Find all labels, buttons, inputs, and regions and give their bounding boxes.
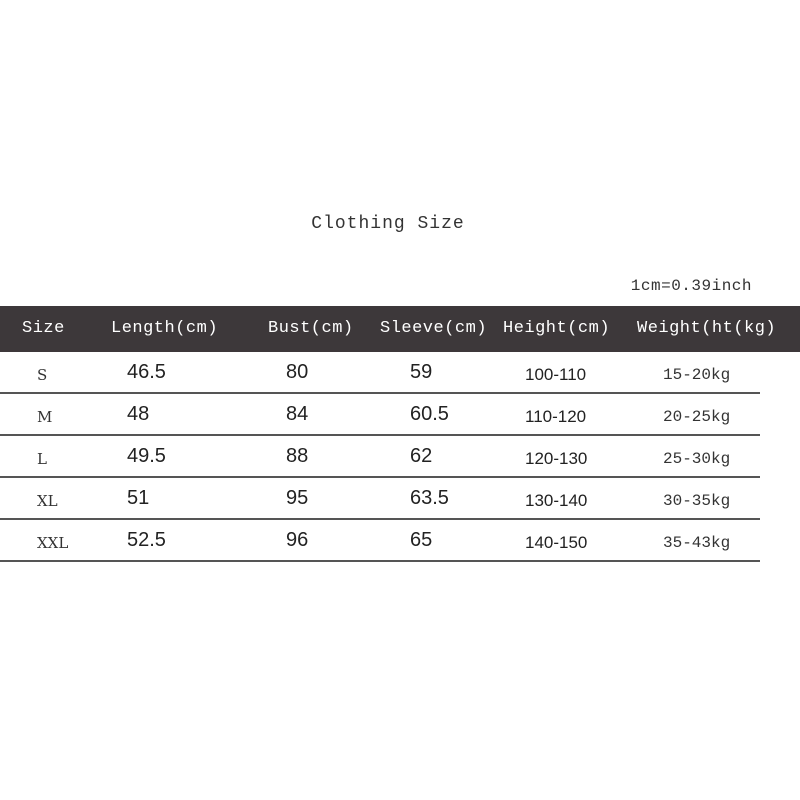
cell-bust: 84 [286,403,309,425]
table-row [0,520,760,562]
cell-bust: 88 [286,445,309,467]
header-size: Size [22,319,65,338]
cell-weight: 30-35kg [663,492,731,510]
cell-weight: 25-30kg [663,450,731,468]
cell-size: L [37,450,47,468]
cell-weight: 20-25kg [663,408,731,426]
cell-length: 46.5 [127,361,166,383]
cell-length: 51 [127,487,150,509]
header-weight: Weight(ht(kg) [637,319,777,338]
cell-height: 120-130 [525,449,588,468]
header-sleeve: Sleeve(cm) [380,319,488,338]
cell-weight: 15-20kg [663,366,731,384]
cell-sleeve: 62 [410,445,433,467]
cell-bust: 96 [286,529,309,551]
cell-size: S [37,366,48,384]
cell-bust: 80 [286,361,309,383]
cell-weight: 35-43kg [663,534,731,552]
cell-length: 49.5 [127,445,166,467]
cell-length: 52.5 [127,529,166,551]
header-length: Length(cm) [111,319,219,338]
chart-title: Clothing Size [311,214,465,234]
cell-size: XL [37,492,58,510]
table-row [0,352,760,394]
table-header [0,306,800,352]
table-row [0,436,760,478]
cell-height: 140-150 [525,533,588,552]
cell-size: XXL [37,534,69,552]
header-height: Height(cm) [503,319,611,338]
cell-sleeve: 60.5 [410,403,449,425]
cell-height: 130-140 [525,491,588,510]
header-bust: Bust(cm) [268,319,354,338]
table-row [0,478,760,520]
cell-sleeve: 63.5 [410,487,449,509]
size-table-body [0,352,760,562]
cell-height: 100-110 [525,365,587,384]
table-row [0,394,760,436]
unit-conversion-note: 1cm=0.39inch [630,277,752,295]
cell-size: M [37,408,53,426]
cell-height: 110-120 [525,407,587,426]
cell-bust: 95 [286,487,309,509]
cell-length: 48 [127,403,150,425]
cell-sleeve: 65 [410,529,433,551]
cell-sleeve: 59 [410,361,433,383]
